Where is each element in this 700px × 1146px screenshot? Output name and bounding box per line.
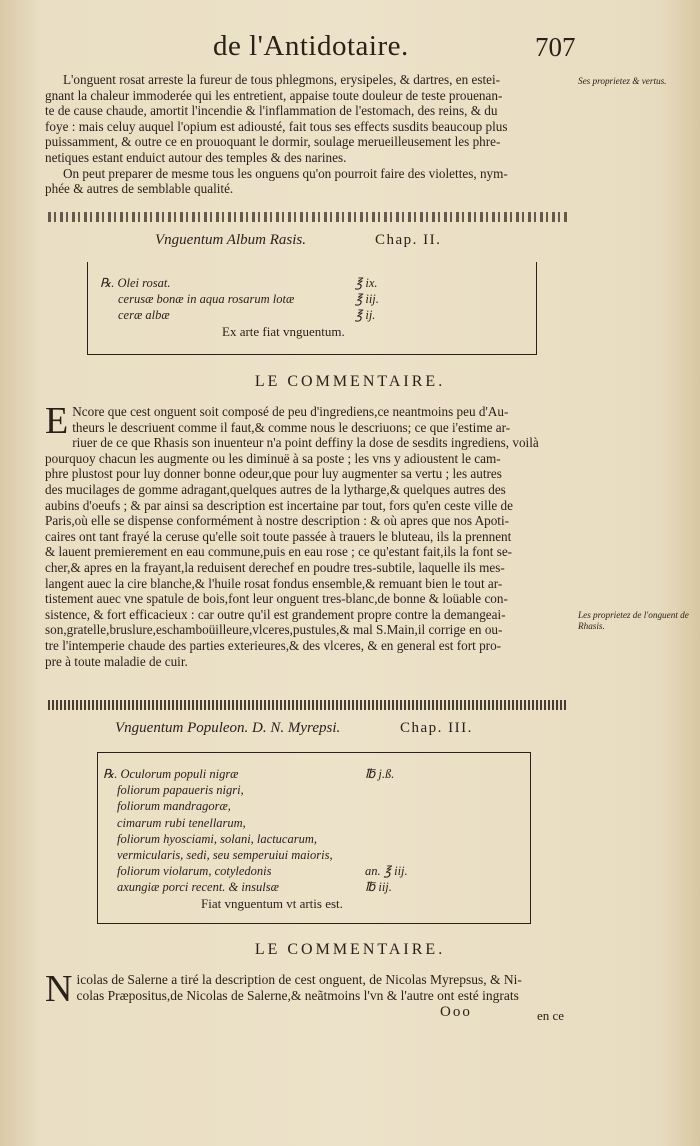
running-title: de l'Antidotaire. xyxy=(213,30,409,62)
commentary-line: pourquoy chacun les augmente ou les diminuë à sa poste ; les vns y adioustent le cam- xyxy=(45,450,501,466)
recipe-fiat: Ex arte fiat vnguentum. xyxy=(222,323,345,339)
recipe-row xyxy=(103,831,523,847)
intro-line: phée & autres de semblable qualité. xyxy=(45,181,234,197)
page-number: 707 xyxy=(535,32,576,62)
ingredient: vermicularis, sedi, seu semperuiui maioris, xyxy=(117,847,333,862)
chapter-3-heading xyxy=(0,720,700,740)
commentary-2-text xyxy=(45,968,573,1010)
commentary-line: & lauent premierement en eau commune,puis en eau rose ; ce qu'estant fait,ils la font se- xyxy=(45,544,513,560)
intro-line: puissamment, & outre ce en prouoquant le dormir, soulage merueilleusement les phre- xyxy=(45,134,501,150)
quantity: ℥ ix. xyxy=(355,276,378,290)
commentary-line: pre à toute maladie de cuir. xyxy=(45,653,188,669)
catchword: en ce xyxy=(537,1008,565,1023)
commentary-line: sistence, & fort efficacieux : car outre qu'il est grandement propre contre la demangeai- xyxy=(45,606,506,622)
drop-capital: E xyxy=(45,400,69,442)
recipe-row xyxy=(103,879,523,895)
chapter-3-title: Vnguentum Populeon. D. N. Myrepsi. xyxy=(115,720,341,736)
ingredient: foliorum mandragoræ, xyxy=(117,799,231,814)
recipe-row xyxy=(100,307,520,323)
intro-line: gnant la chaleur immoderée qui les entretient, appaise toute douleur de teste prouenan- xyxy=(45,87,503,103)
recipe-2 xyxy=(100,275,520,340)
ingredient: ceræ albæ xyxy=(118,308,170,323)
commentary-line: langent auec la cire blanche,& l'huile rosat fondus ensemble,& remuant bien le tout ar- xyxy=(45,575,503,591)
commentary-line: tistement auec vne spatule de bois,font leur onguent tres-blanc,de bonne & loüable con- xyxy=(45,591,508,607)
ingredient: axungiæ porci recent. & insulsæ xyxy=(117,880,279,895)
recipe-row xyxy=(100,291,520,307)
commentary-heading: LE COMMENTAIRE. xyxy=(254,941,446,958)
intro-line: foye : mais celuy auquel l'opium est adiousté, fait tous ses effects susdits beaucoup plus xyxy=(45,118,508,134)
page-header xyxy=(0,30,700,70)
recipe-row xyxy=(103,782,523,798)
ingredient: foliorum papaueris nigri, xyxy=(117,783,244,798)
commentary-line: riuer de ce que Rhasis son inuenteur n'a point deffiny la dose de sesdits ingrediens, voilà xyxy=(72,435,539,451)
ingredient: ℞. Olei rosat. xyxy=(100,276,171,290)
intro-line: L'onguent rosat arreste la fureur de tous phlegmons, erysipeles, & dartres, en estei- xyxy=(63,72,501,87)
commentary-line: son,gratelle,bruslure,eschamboüilleure,vlceres,pustules,& mal S.Main,il corrige en ou- xyxy=(45,622,503,638)
commentary-line: Ncore que cest onguent soit composé de peu d'ingrediens,ce neantmoins peu d'Au- xyxy=(72,404,509,419)
commentary-line: colas Præpositus,de Nicolas de Salerne,& neãtmoins l'vn & l'autre ont esté ingrats xyxy=(76,987,519,1003)
intro-text xyxy=(45,72,573,197)
ingredient: ℞. Oculorum populi nigræ xyxy=(103,767,239,781)
commentary-line: theurs le descriuent comme il faut,& comme nous le descriuons; ce que i'estime ar- xyxy=(72,419,511,435)
intro-line: te de cause chaude, amortit l'incendie & l'inflammation de l'estomach, des reins, & du xyxy=(45,103,498,119)
commentary-line: des mucilages de gomme adragant,quelques autres de la lytharge,& quelques autres des xyxy=(45,481,506,497)
chapter-3-number: Chap. III. xyxy=(400,720,473,736)
chapter-2-heading xyxy=(0,232,700,252)
intro-line: On peut preparer de mesme tous les onguens qu'on pourroit faire des violettes, nym- xyxy=(63,165,508,181)
ingredient: cerusæ bonæ in aqua rosarum lotæ xyxy=(118,292,295,307)
recipe-row xyxy=(100,275,520,291)
quantity: ℔ j.ß. xyxy=(365,767,395,781)
commentary-line: phre plustost pour luy donner bonne odeur,que pour luy augmenter sa vertu ; les autres xyxy=(45,466,502,482)
recipe-row xyxy=(103,766,523,782)
commentary-1-text xyxy=(45,400,573,669)
quantity: ℔ iij. xyxy=(365,880,392,895)
ornamental-rule xyxy=(48,212,568,222)
ingredient: cimarum rubi tenellarum, xyxy=(117,815,246,830)
ingredient: foliorum violarum, cotyledonis xyxy=(117,864,272,879)
recipe-row xyxy=(103,798,523,814)
margin-note-rhasis: Les proprietez de l'onguent de Rhasis. xyxy=(578,610,689,631)
commentary-line: icolas de Salerne a tiré la description de cest onguent, de Nicolas Myrepsus, & Ni- xyxy=(76,972,522,987)
commentary-line: tre l'intemperie chaude des parties exterieures,& des vlceres, & en general est fort pro- xyxy=(45,637,502,653)
commentary-heading: LE COMMENTAIRE. xyxy=(254,373,446,390)
chapter-2-number: Chap. II. xyxy=(375,232,442,248)
recipe-row xyxy=(103,815,523,831)
ornamental-rule xyxy=(48,700,568,710)
quantity: ℥ iij. xyxy=(355,292,379,307)
commentary-line: caires ont tant frayé la ceruse qu'elle soit toute passée à trauers le bluteau, ils la prennent xyxy=(45,528,512,544)
recipe-row xyxy=(103,847,523,863)
commentary-line: cher,& apres en la frayant,la reduisent derechef en poudre tres-subtile, laquelle ils mes- xyxy=(45,559,505,575)
margin-note-properties: Ses proprietez & vertus. xyxy=(578,76,667,86)
quantity: an. ℥ iij. xyxy=(365,864,408,879)
ingredient: foliorum hyosciami, solani, lactucarum, xyxy=(117,831,317,846)
drop-capital: N xyxy=(45,968,73,1010)
recipe-3 xyxy=(103,766,523,912)
gathering-signature: Ooo xyxy=(440,1004,472,1020)
commentary-line: aubins d'oeufs ; & par ainsi sa description est incertaine par tout, fors qu'en ceste ville de xyxy=(45,497,514,513)
recipe-row xyxy=(103,863,523,879)
recipe-fiat: Fiat vnguentum vt artis est. xyxy=(201,895,343,911)
commentary-line: Paris,où elle se dispense conformément à nostre description : & où apres que nos Apoti- xyxy=(45,513,510,529)
quantity: ℥ ij. xyxy=(355,308,376,323)
intro-line: netiques estant enduict autour des temples & des narines. xyxy=(45,149,347,165)
chapter-2-title: Vnguentum Album Rasis. xyxy=(155,232,306,248)
